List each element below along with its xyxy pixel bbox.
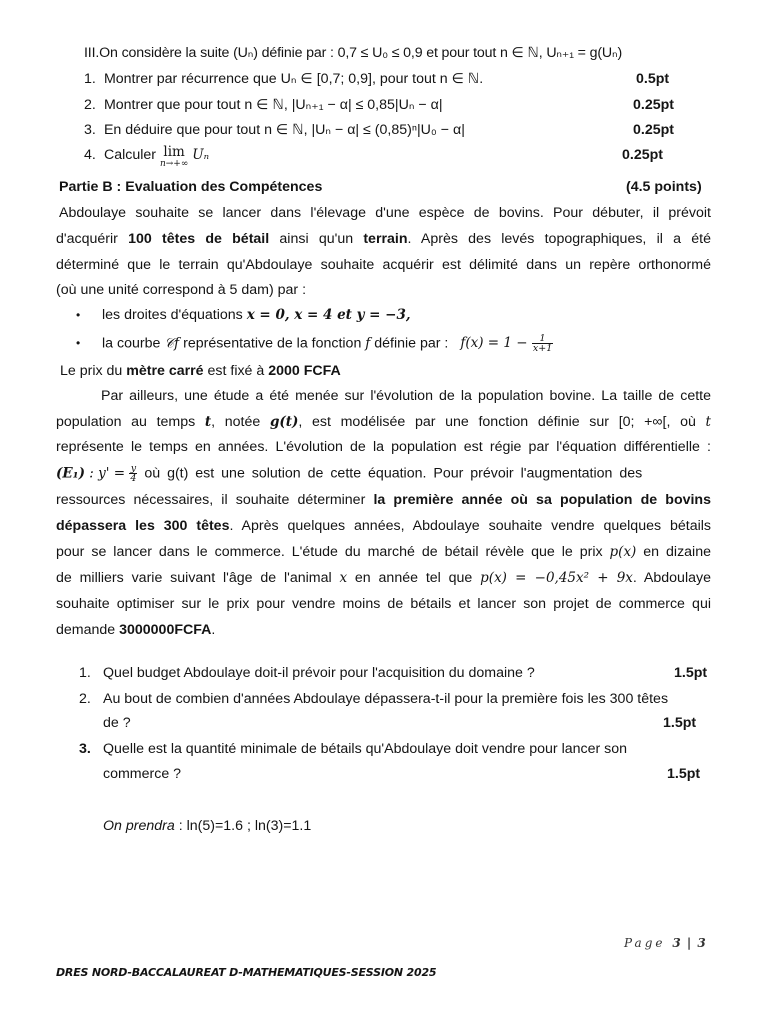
task2-points: 1.5pt <box>663 715 697 731</box>
bullet2-eq: f(x) = 1 − <box>460 335 532 352</box>
q4-lim-sub: n→+∞ <box>159 159 189 169</box>
p2-line3: représente le temps en années. L'évolution de la population est régie par l'équation différentielle : <box>56 439 711 455</box>
p2-line6 <box>56 517 711 535</box>
part3-intro <box>84 44 622 62</box>
p1-l2-a: d'acquérir <box>56 231 129 247</box>
task1 <box>79 664 535 682</box>
bullet2-frac-den: x+1 <box>532 343 553 354</box>
task1-number: 1. <box>79 665 91 681</box>
bullet2-frac-num: 1 <box>532 334 553 344</box>
partB-points: (4.5 points) <box>626 179 702 195</box>
price-a: Le prix du <box>60 363 127 379</box>
p2-l2-a: population au temps <box>56 414 205 430</box>
task1-points: 1.5pt <box>674 665 708 681</box>
q3-points: 0.25pt <box>633 122 675 138</box>
p2-line10 <box>56 621 215 639</box>
p2-l8-d: p(x) = −0,45x² + 9x <box>480 570 633 586</box>
p1-l2-b: 100 têtes de bétail <box>128 231 270 247</box>
task2-line1 <box>79 690 668 708</box>
part3-q2 <box>84 96 443 114</box>
p2-l7-b: p(x) <box>609 544 637 560</box>
part3-q3 <box>84 121 465 139</box>
bullet2-fraction <box>532 334 553 353</box>
q1-number: 1. <box>84 71 96 87</box>
bullet2-text: la courbe <box>102 335 165 352</box>
price-line <box>60 362 341 380</box>
note-line <box>103 817 311 835</box>
p2-line2 <box>56 413 711 431</box>
task3-line2: commerce ? <box>103 766 182 782</box>
bullet2-f: f <box>365 335 371 352</box>
partB-p1-line2 <box>56 230 711 248</box>
q4-text: Calculer <box>103 147 156 163</box>
footer-text: DRES NORD-BACCALAUREAT D-MATHEMATIQUES-SESSION 2025 <box>56 966 437 979</box>
p2-line4 <box>56 464 642 483</box>
partB-p1-line4: (où une unité correspond à 5 dam) par : <box>56 282 307 298</box>
p2-l6-a: dépassera les 300 têtes <box>56 518 230 534</box>
p2-l6-b: . Après quelques années, Abdoulaye souhaite vendre quelques bétails <box>229 518 711 534</box>
q2-number: 2. <box>84 97 96 113</box>
part3-intro-text: On considère la suite (Uₙ) définie par : 0,7 ≤ U₀ ≤ 0,9 et pour tout n ∈ ℕ, Uₙ₊₁ = g(Uₙ) <box>99 45 623 61</box>
bullet2 <box>102 334 553 353</box>
p1-l2-c: ainsi qu'un <box>269 231 364 247</box>
q4-points: 0.25pt <box>622 147 664 163</box>
partB-p1-line1: Abdoulaye souhaite se lancer dans l'élevage d'une espèce de bovins. Pour débuter, il prévoit <box>59 205 711 221</box>
note-label: On prendra <box>103 818 175 834</box>
bullet1 <box>102 306 411 324</box>
task3-points: 1.5pt <box>667 766 701 782</box>
bullet2-dot: • <box>76 336 81 350</box>
bullet1-dot: • <box>76 308 81 322</box>
task2-number: 2. <box>79 691 91 707</box>
p2-l7-a: pour se lancer dans le commerce. L'étude du marché de bétail révèle que le prix <box>56 544 610 560</box>
p2-l2-t: t <box>204 414 212 430</box>
p2-l8-e: . Abdoulaye <box>632 570 711 586</box>
p2-l4-rest: où g(t) est une solution de cette équation. Pour prévoir l'augmentation des <box>137 465 643 482</box>
partB-p1-line3: déterminé que le terrain qu'Abdoulaye souhaite acquérir est délimité dans un repère orthonormé <box>56 257 711 273</box>
page-number-value: 3 | 3 <box>672 936 707 950</box>
bullet1-math: x = 0, x = 4 et y = −3, <box>246 307 411 323</box>
note-text: : ln(5)=1.6 ; ln(3)=1.1 <box>174 818 312 834</box>
p2-line9: souhaite optimiser sur le prix pour vendre moins de bétails et lancer son projet de commerce qui <box>56 596 711 612</box>
page-word: Page <box>624 936 666 950</box>
p2-l10-b: 3000000FCFA <box>119 622 212 638</box>
q2-points: 0.25pt <box>633 97 675 113</box>
q4-limit <box>160 146 188 170</box>
p2-l5-b: la première année où sa population de bovins <box>373 492 711 508</box>
p2-l4-e1: (E₁) <box>56 465 85 482</box>
p2-line8 <box>56 569 711 587</box>
bullet1-text: les droites d'équations <box>102 307 247 323</box>
p2-l8-a: de milliers varie suivant l'âge de l'animal <box>56 570 340 586</box>
q3-number: 3. <box>84 122 96 138</box>
p2-l2-g: g(t) <box>269 414 299 430</box>
p2-l10-c: . <box>211 622 216 638</box>
task2-text-l1: Au bout de combien d'années Abdoulaye dépassera-t-il pour la première fois les 300 têtes <box>103 691 669 707</box>
p2-l4-num: y <box>130 463 137 474</box>
p2-l2-t2: t <box>705 414 711 430</box>
task3-line1 <box>79 740 627 758</box>
bullet2-text2: représentative de la fonction <box>179 335 366 352</box>
bullet2-text3: définie par : <box>370 335 449 352</box>
part3-heading-prefix: III. <box>84 45 100 61</box>
p1-l2-e: . Après des levés topographiques, il a été <box>407 231 711 247</box>
p2-l7-c: en dizaine <box>636 544 711 560</box>
q4-number: 4. <box>84 147 96 163</box>
part3-q1 <box>84 70 483 88</box>
price-b: mètre carré <box>126 363 204 379</box>
price-d: 2000 FCFA <box>268 363 341 379</box>
p2-l8-c: en année tel que <box>347 570 481 586</box>
price-c: est fixé à <box>203 363 269 379</box>
p2-l4-den: 4 <box>130 473 137 484</box>
p2-line5 <box>56 491 711 509</box>
bullet2-curve: 𝒞f <box>164 335 180 352</box>
q3-text: En déduire que pour tout n ∈ ℕ, |Uₙ − α| ≤ (0,85)ⁿ|U₀ − α| <box>103 122 465 138</box>
p1-l2-d: terrain <box>363 231 408 247</box>
partB-title: Partie B : Evaluation des Compétences <box>59 179 323 195</box>
task1-text: Quel budget Abdoulaye doit-il prévoir pour l'acquisition du domaine ? <box>103 665 535 681</box>
part3-q4 <box>84 146 209 170</box>
q4-variable: Uₙ <box>192 147 210 163</box>
task3-number: 3. <box>79 741 91 757</box>
q4-lim-word: lim <box>163 144 185 160</box>
q1-points: 0.5pt <box>636 71 670 87</box>
p2-l10-a: demande <box>56 622 120 638</box>
q2-text: Montrer que pour tout n ∈ ℕ, |Uₙ₊₁ − α| ≤ 0,85|Uₙ − α| <box>103 97 443 113</box>
p2-l4-eq: : y' = <box>84 465 130 482</box>
task3-text-l1: Quelle est la quantité minimale de bétails qu'Abdoulaye doit vendre pour lancer son <box>103 741 628 757</box>
p2-line7 <box>56 543 711 561</box>
p2-l2-c: , est modélisée par une fonction définie sur [0; +∞[, où <box>298 414 706 430</box>
p2-l2-b: , notée <box>211 414 270 430</box>
page-number <box>624 936 707 950</box>
p2-l8-b: x <box>339 570 348 586</box>
q1-text: Montrer par récurrence que Uₙ ∈ [0,7; 0,9], pour tout n ∈ ℕ. <box>103 71 484 87</box>
p2-l5-a: ressources nécessaires, il souhaite déterminer <box>56 492 374 508</box>
p2-line1: Par ailleurs, une étude a été menée sur l'évolution de la population bovine. La taille de cette <box>101 388 711 404</box>
task2-line2: de ? <box>103 715 131 731</box>
